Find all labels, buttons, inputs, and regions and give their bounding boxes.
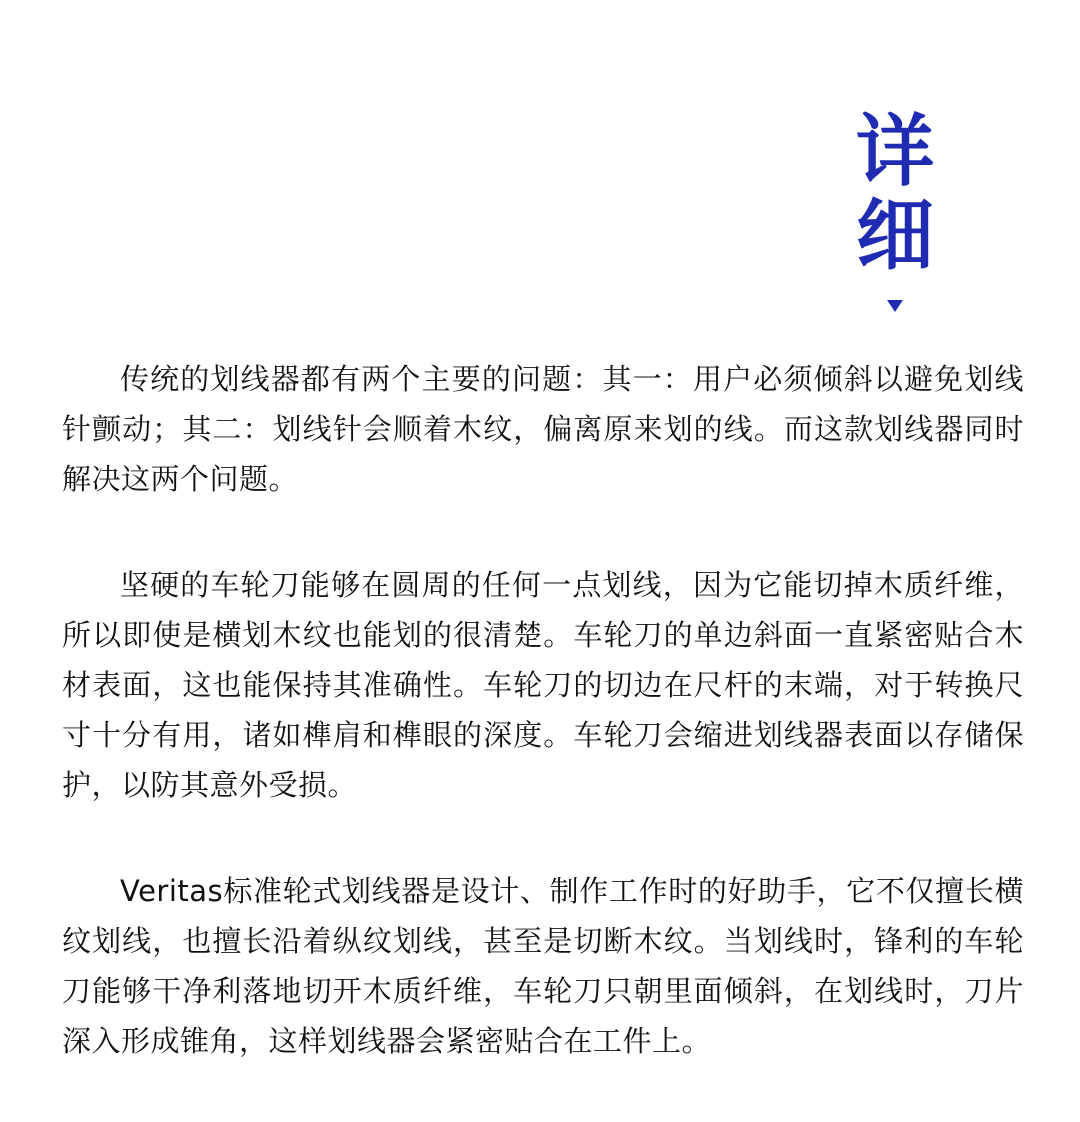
- paragraph-3: Veritas标准轮式划线器是设计、制作工作时的好助手，它不仅擅长横纹划线，也擅长沿着纵纹划线，甚至是切断木纹。当划线时，锋利的车轮刀能够干净利落地切开木质纤维，车轮刀只朝里面倾斜，在划线时，刀片深入形成锥角，这样划线器会紧密贴合在工件上。: [62, 874, 1024, 1058]
- triangle-down-icon: [887, 300, 903, 312]
- heading-char-2: 细: [855, 191, 934, 281]
- heading-char-1: 详: [855, 107, 934, 197]
- body-text: [62, 354, 1024, 1122]
- paragraph-2: 坚硬的车轮刀能够在圆周的任何一点划线，因为它能切掉木质纤维，所以即使是横划木纹也能划的很清楚。车轮刀的单边斜面一直紧密贴合木材表面，这也能保持其准确性。车轮刀的切边在尺杆的末端，对于转换尺寸十分有用，诸如榫肩和榫眼的深度。车轮刀会缩进划线器表面以存储保护，以防其意外受损。: [62, 568, 1024, 802]
- section-heading: [845, 107, 945, 312]
- paragraph-1: 传统的划线器都有两个主要的问题：其一：用户必须倾斜以避免划线针颤动；其二：划线针会顺着木纹，偏离原来划的线。而这款划线器同时解决这两个问题。: [62, 362, 1024, 496]
